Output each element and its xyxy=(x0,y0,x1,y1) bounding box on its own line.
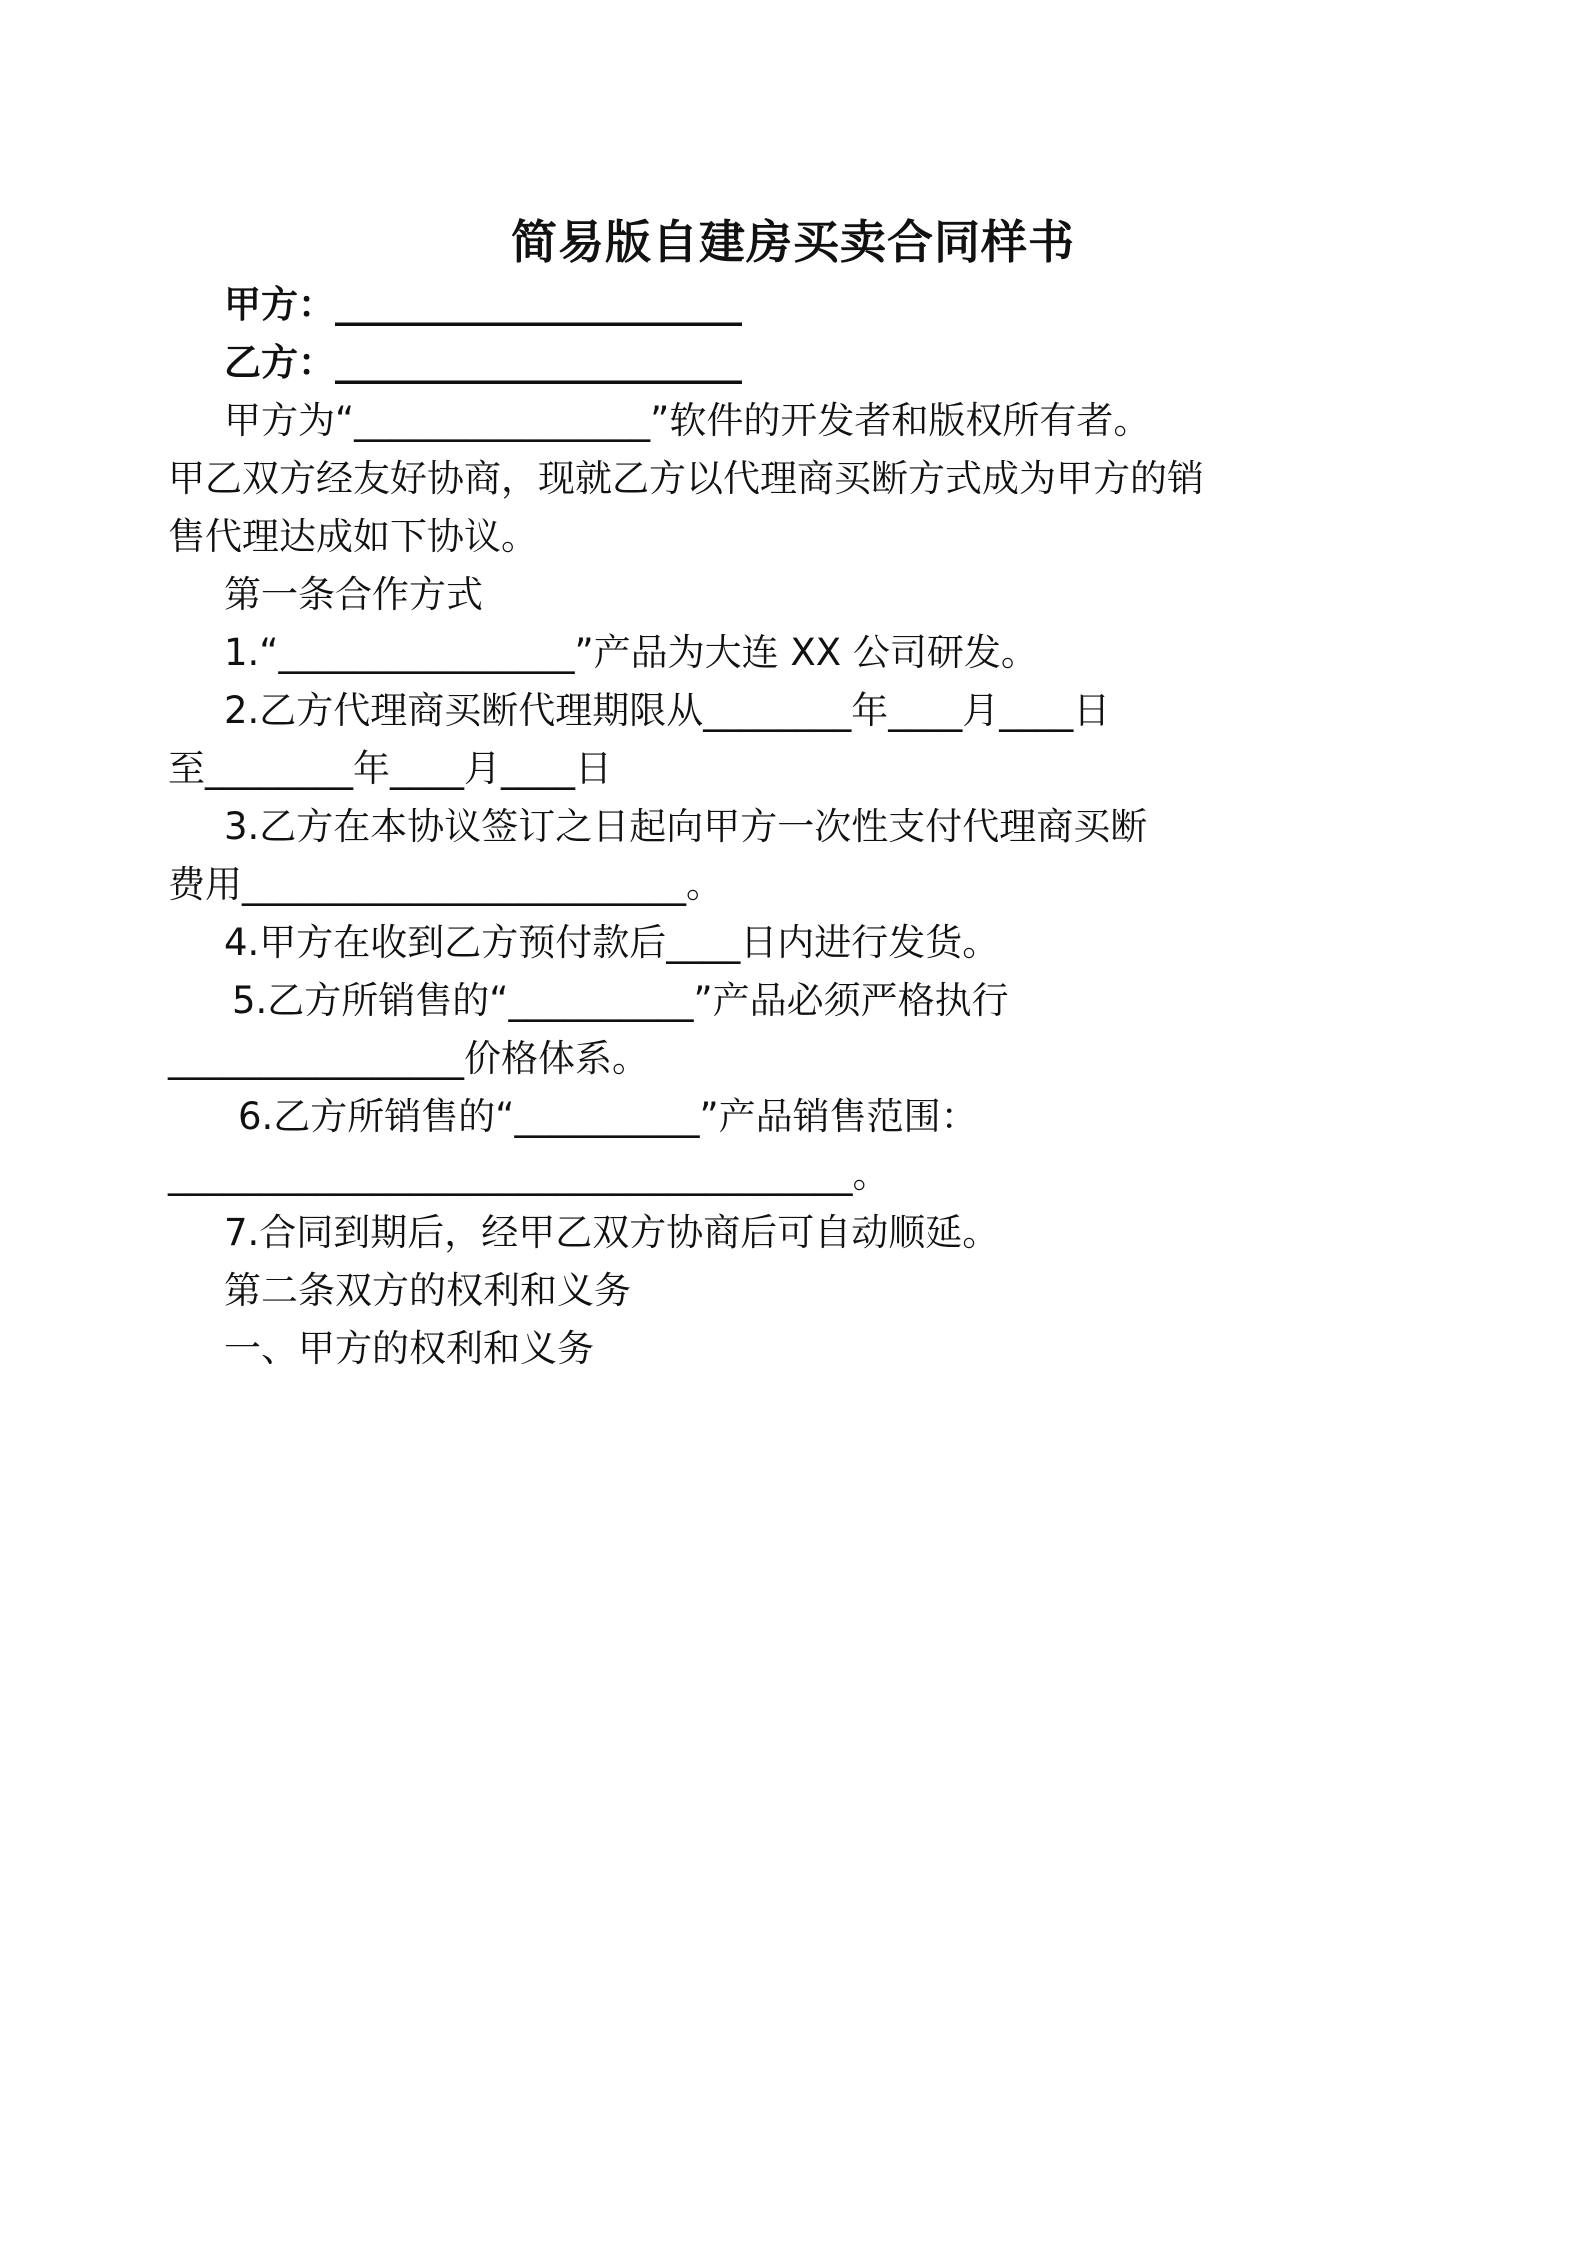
item-5-line-2: ________________价格体系。 xyxy=(168,1037,649,1080)
item-3-line-2: 费用________________________。 xyxy=(168,863,723,906)
item-3-line-1: 3.乙方在本协议签订之日起向甲方一次性支付代理商买断 xyxy=(224,805,1148,848)
item-6-line-2: _____________________________________。 xyxy=(168,1153,890,1196)
intro-line-1: 甲方为“________________”软件的开发者和版权所有者。 xyxy=(224,399,1151,442)
item-4: 4.甲方在收到乙方预付款后____日内进行发货。 xyxy=(224,921,1000,964)
item-5-line-1: 5.乙方所销售的“__________”产品必须严格执行 xyxy=(232,979,1009,1022)
item-6-line-1: 6.乙方所销售的“__________”产品销售范围： xyxy=(238,1095,978,1138)
item-2-line-1: 2.乙方代理商买断代理期限从________年____月____日 xyxy=(224,689,1111,732)
section-a-heading: 一、甲方的权利和义务 xyxy=(224,1327,594,1370)
article-1-heading: 第一条合作方式 xyxy=(224,573,483,616)
document-title: 简易版自建房买卖合同样书 xyxy=(511,215,1075,269)
item-7: 7.合同到期后，经甲乙双方协商后可自动顺延。 xyxy=(224,1211,1000,1254)
party-a-line: 甲方：______________________ xyxy=(224,283,742,326)
item-1: 1.“________________”产品为大连 XX 公司研发。 xyxy=(224,631,1038,674)
party-b-line: 乙方：______________________ xyxy=(224,341,742,384)
article-2-heading: 第二条双方的权利和义务 xyxy=(224,1269,631,1312)
item-2-line-2: 至________年____月____日 xyxy=(168,747,612,790)
intro-line-3: 售代理达成如下协议。 xyxy=(168,515,538,558)
intro-line-2: 甲乙双方经友好协商，现就乙方以代理商买断方式成为甲方的销 xyxy=(168,457,1204,500)
